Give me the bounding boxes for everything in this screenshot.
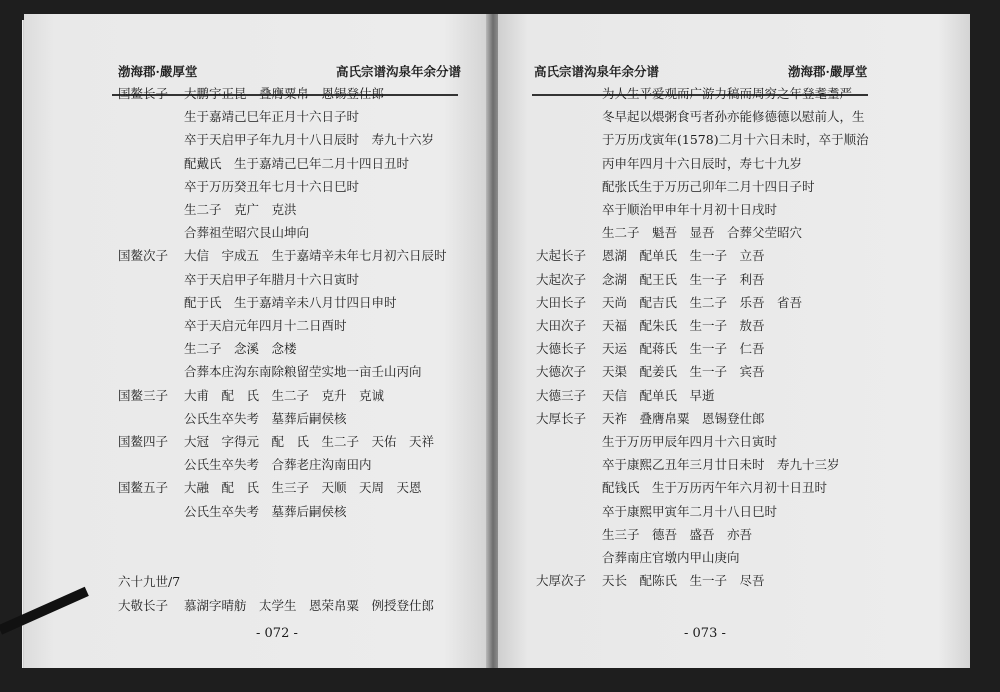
left-header-left: 渤海郡·嚴厚堂 [118,64,198,79]
left-folio: - 072 - [256,626,298,641]
entry-text: 生三子 德吾 盛吾 亦吾 [602,526,753,542]
entry-label: 大田次子 [536,318,587,333]
entry-text: 生二子 魁吾 显吾 合葬父茔昭穴 [602,225,803,241]
entry-text: 大信 宇成五 生于嘉靖辛未年七月初六日辰时 [184,248,447,264]
entry-label: 大德长子 [536,341,587,357]
entry-text: 卒于万历癸丑年七月十六日巳时 [184,178,360,194]
entry-text: 公氏生卒失考 墓葬后嗣侯核 [184,503,347,519]
generation-heading: 六十九世/7 [118,574,181,589]
entry-label: 国鳌四子 [118,434,169,449]
entry-text: 大鹏宇正昆 叠膺粟帛 恩锡登仕郎 [184,86,385,101]
entry-label: 大德次子 [536,364,587,380]
entry-text: 卒于康熙乙丑年三月廿日未时 寿九十三岁 [602,457,840,473]
entry-text: 为人生平爱观而广游力稿而周穷之年登耄耋严 [602,86,853,101]
entry-text: 生二子 克广 克洪 [184,202,297,217]
entry-label: 国鳌三子 [118,387,169,403]
right-folio: - 073 - [684,626,726,641]
entry-text: 卒于康熙甲寅年二月十八日巳时 [602,503,778,519]
entry-label: 大厚长子 [536,410,587,426]
entry-text: 卒于天启甲子年腊月十六日寅时 [184,271,360,287]
entry-text: 恩湖 配单氏 生一子 立吾 [602,248,765,264]
entry-text: 天信 配单氏 早逝 [602,387,715,403]
entry-text: 公氏生卒失考 墓葬后嗣侯核 [184,410,347,426]
entry-text: 配于氏 生于嘉靖辛未八月廿四日申时 [184,294,397,310]
left-page [24,14,490,668]
entry-text: 天运 配蒋氏 生一子 仁吾 [602,341,765,357]
right-header-left: 高氏宗谱沟泉年余分谱 [534,64,660,79]
entry-label: 大厚次子 [536,573,587,589]
entry-text: 念湖 配王氏 生一子 利吾 [602,271,765,287]
entry-text: 天尚 配吉氏 生二子 乐吾 省吾 [602,294,803,310]
entry-text: 公氏生卒失考 合葬老庄沟南田内 [184,457,372,473]
entry-text: 天福 配朱氏 生一子 敖吾 [602,318,765,333]
entry-label: 大起长子 [536,248,587,264]
entry-label: 国鳌次子 [118,248,169,264]
entry-text: 生二子 念溪 念楼 [184,341,297,357]
entry-label: 大田长子 [536,294,587,310]
entry-label: 国鳌五子 [118,480,169,496]
left-header-right: 高氏宗谱沟泉年余分谱 [336,64,462,79]
entry-text: 丙申年四月十六日辰时，寿七十九岁 [602,155,803,171]
entry-text: 天祚 叠膺帛粟 恩锡登仕郎 [602,410,765,426]
entry-label: 大起次子 [536,271,587,287]
entry-text: 卒于顺治甲申年十月初十日戌时 [602,202,778,217]
entry-text: 合葬祖茔昭穴艮山坤向 [184,225,310,241]
entry-text: 天长 配陈氏 生一子 尽吾 [602,573,765,589]
entry-label: 国鳌长子 [118,86,169,101]
entry-text: 生于嘉靖己巳年正月十六日子时 [184,109,360,125]
last-entry-label: 大敬长子 [118,598,169,613]
entry-text: 合葬本庄沟东南除粮留茔实地一亩壬山丙向 [184,364,422,380]
entry-text: 合葬南庄官墩内甲山庚向 [602,550,740,565]
right-page [498,14,970,668]
entry-text: 天渠 配姜氏 生一子 宾吾 [602,364,765,380]
entry-text: 配戴氏 生于嘉靖己巳年二月十四日丑时 [184,155,410,171]
entry-text: 卒于天启甲子年九月十八日辰时 寿九十六岁 [184,132,435,148]
entry-text: 于万历戊寅年(1578)二月十六日未时，卒于顺治 [602,132,869,148]
entry-text: 生于万历甲辰年四月十六日寅时 [602,434,778,449]
entry-text: 配钱氏 生于万历丙午年六月初十日丑时 [602,480,828,496]
entry-text: 大冠 字得元 配 氏 生二子 天佑 天祥 [184,434,435,449]
entry-text: 大融 配 氏 生三子 天顺 天周 天恩 [184,480,422,496]
last-entry-text: 慕湖字晴舫 太学生 恩荣帛粟 例授登仕郎 [184,598,435,613]
entry-text: 冬早起以煨粥食丐者孙亦能修德德以慰前人，生 [602,109,865,125]
entry-label: 大德三子 [536,387,587,403]
entry-text: 卒于天启元年四月十二日酉时 [184,318,347,333]
entry-text: 配张氏生于万历己卯年二月十四日子时 [602,178,815,194]
entry-text: 大甫 配 氏 生二子 克升 克诚 [184,387,385,403]
right-header-right: 渤海郡·嚴厚堂 [788,64,868,79]
